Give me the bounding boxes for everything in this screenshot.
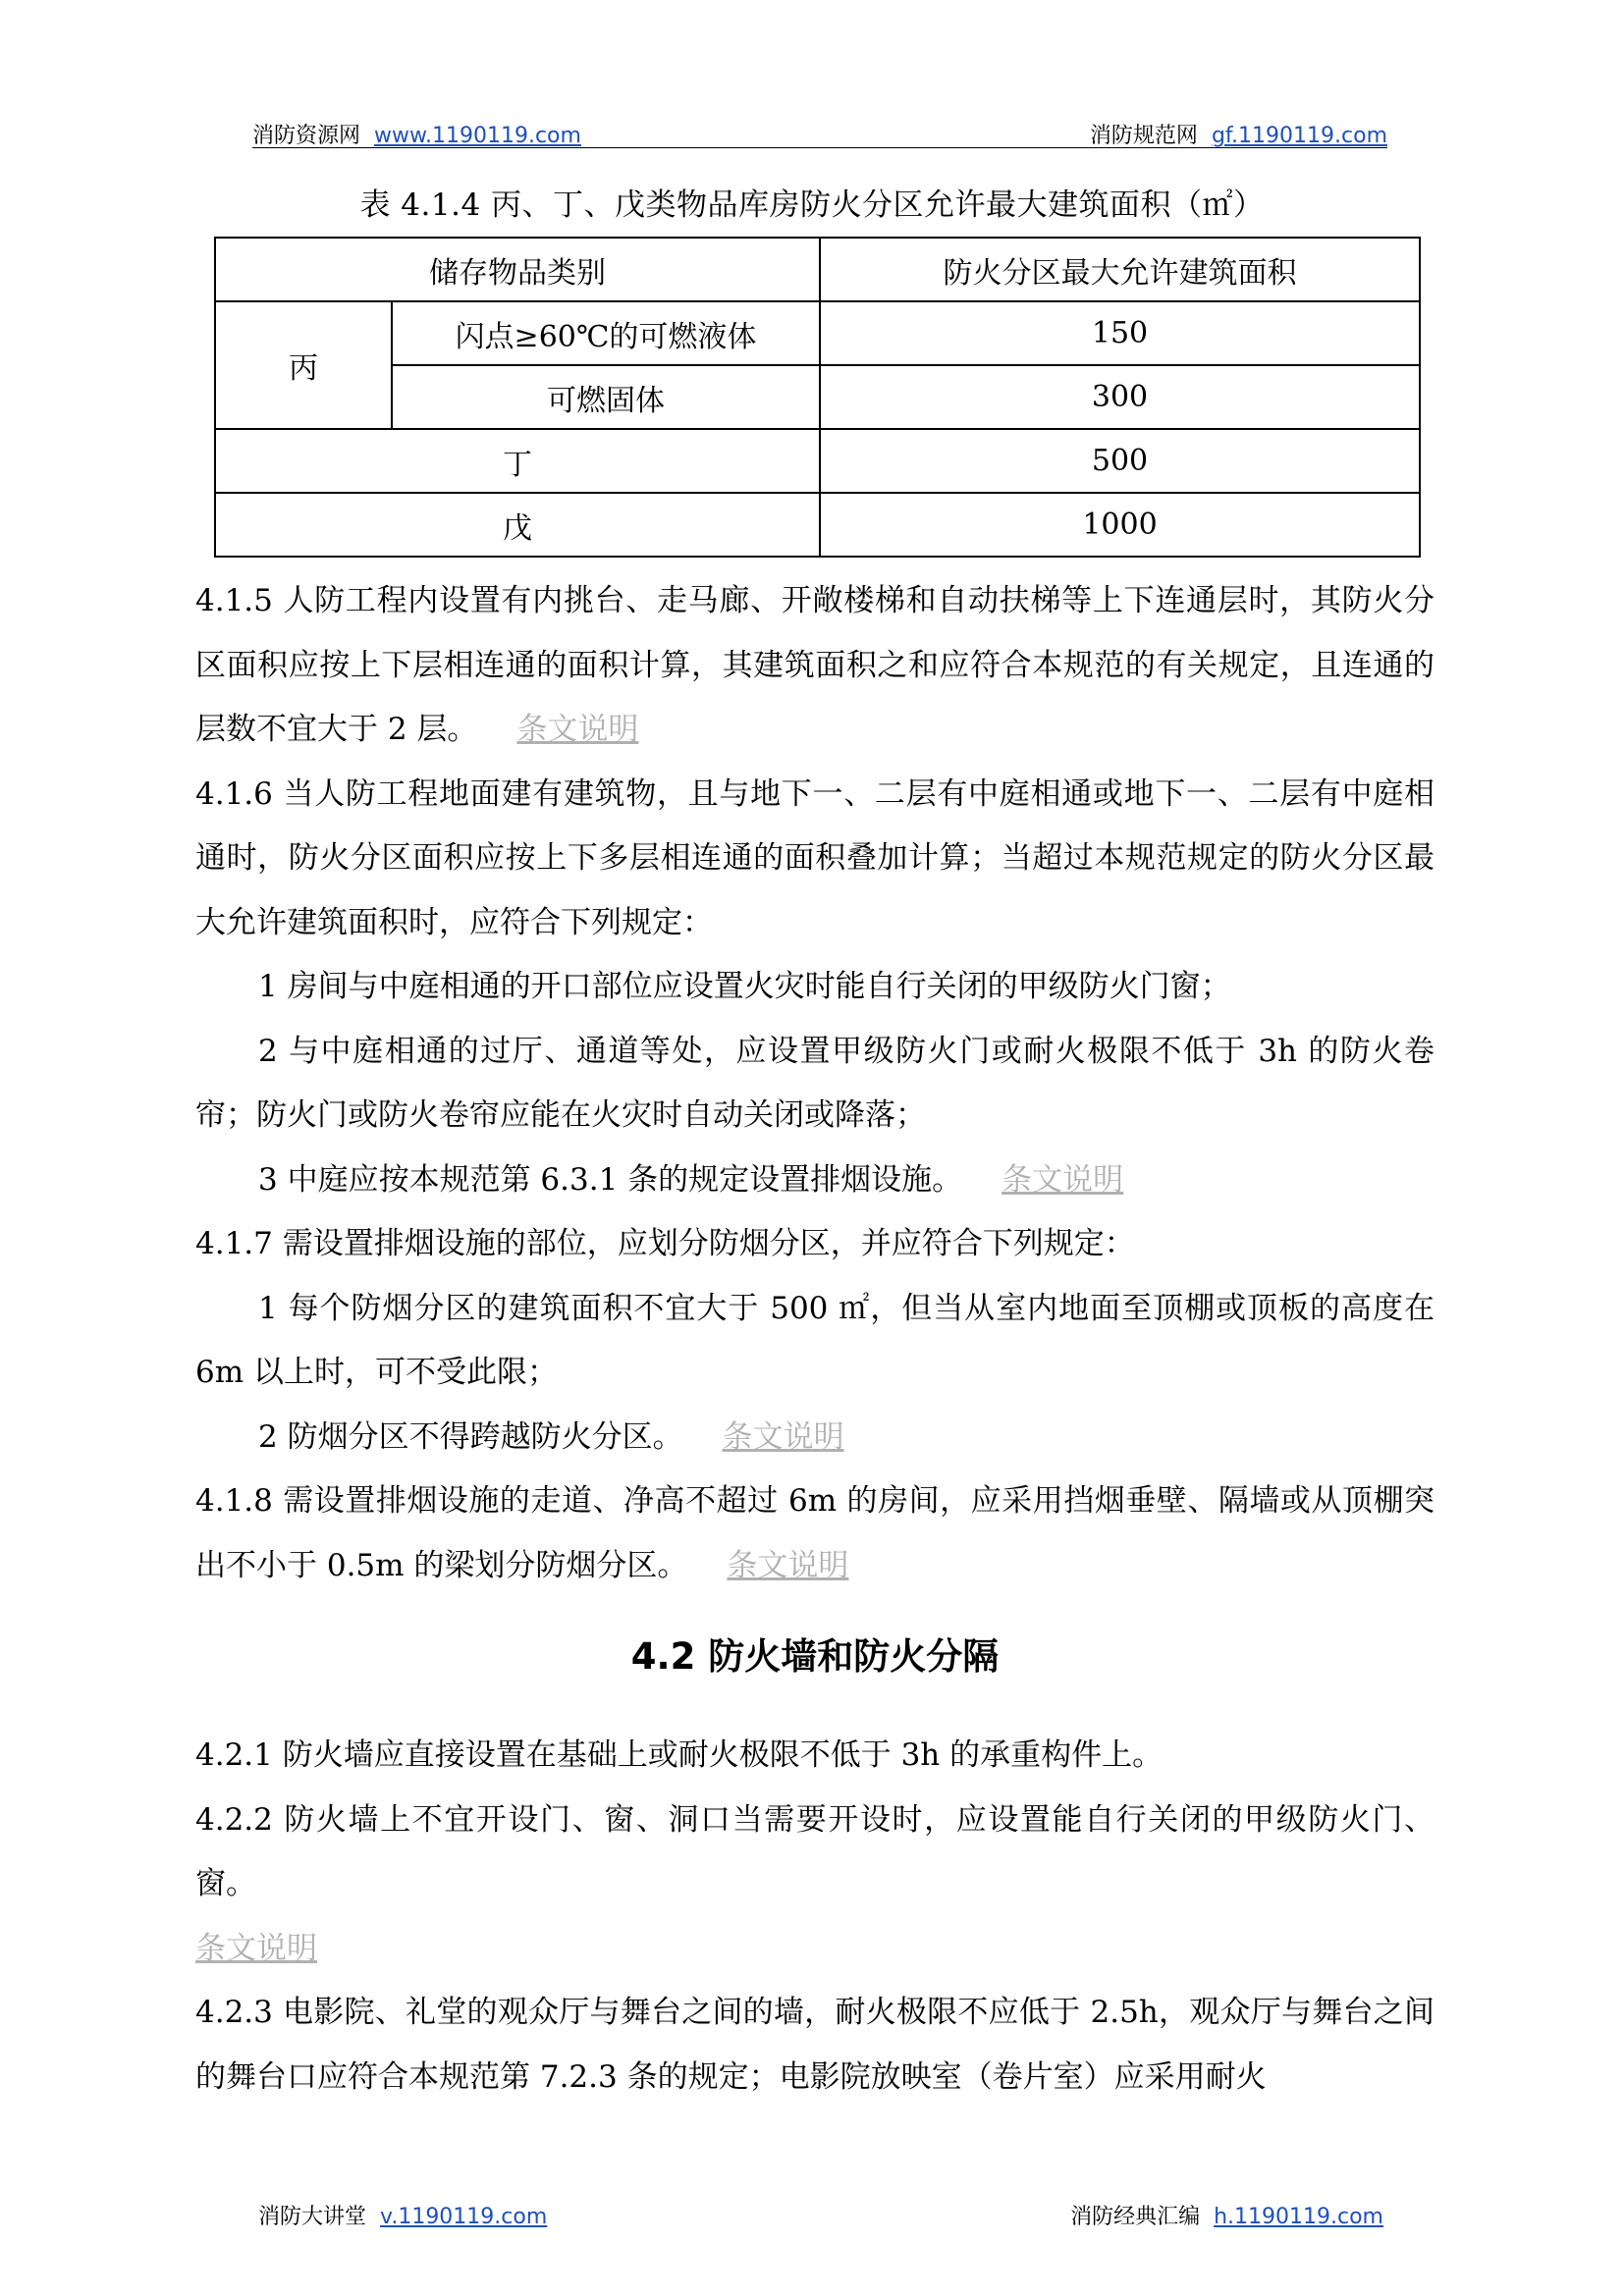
body-text [195, 569, 1435, 2109]
clause-note-link[interactable]: 条文说明 [722, 1418, 844, 1455]
fire-area-table [214, 237, 1421, 558]
clause-4-2-2: 4.2.2 防火墙上不宜开设门、窗、洞口当需要开设时，应设置能自行关闭的甲级防火门、窗。 [195, 1801, 1435, 1901]
table-cell-category: 丁 [215, 429, 820, 493]
footer-left-link[interactable]: v.1190119.com [380, 2205, 548, 2229]
table-cell-group: 丙 [215, 301, 392, 429]
clause-4-2-1: 4.2.1 防火墙应直接设置在基础上或耐火极限不低于 3h 的承重构件上。 [195, 1737, 1164, 1773]
table-cell-category: 闪点≥60℃的可燃液体 [392, 301, 820, 365]
clause-4-2-3: 4.2.3 电影院、礼堂的观众厅与舞台之间的墙，耐火极限不应低于 2.5h，观众厅与舞台之间的舞台口应符合本规范第 7.2.3 条的规定；电影院放映室（卷片室）应采用耐火 [195, 1995, 1435, 2095]
footer-right-label: 消防经典汇编 [1070, 2205, 1201, 2229]
footer-left [258, 2200, 547, 2230]
table-header-category: 储存物品类别 [215, 238, 820, 301]
clause-item: 2 与中庭相通的过厅、通道等处，应设置甲级防火门或耐火极限不低于 3h 的防火卷帘；防火门或防火卷帘应能在火灾时自动关闭或降落； [195, 1033, 1435, 1133]
table-cell-category: 戊 [215, 493, 820, 557]
table-row [215, 429, 1420, 493]
clause-item [195, 1148, 1435, 1213]
footer-right [1070, 2200, 1383, 2230]
header-right-label: 消防规范网 [1089, 124, 1198, 148]
clause-item [195, 1406, 1435, 1470]
clause-note-link[interactable]: 条文说明 [195, 1930, 317, 1966]
table-header-area: 防火分区最大允许建筑面积 [820, 238, 1420, 301]
header-divider [252, 147, 1387, 148]
footer-right-link[interactable]: h.1190119.com [1214, 2205, 1383, 2229]
clause-note-link[interactable]: 条文说明 [1001, 1161, 1124, 1198]
table-caption: 表 4.1.4 丙、丁、戊类物品库房防火分区允许最大建筑面积（㎡） [359, 187, 1265, 223]
clause-text: 4.1.5 人防工程内设置有内挑台、走马廊、开敞楼梯和自动扶梯等上下连通层时，其防火分区面积应按上下层相连通的面积计算，其建筑面积之和应符合本规范的有关规定，且连通的层数不宜大于 2 层。 [195, 583, 1435, 747]
clause-4-1-6: 4.1.6 当人防工程地面建有建筑物，且与地下一、二层有中庭相通或地下一、二层有中庭相通时，防火分区面积应按上下多层相连通的面积叠加计算；当超过本规范规定的防火分区最大允许建筑面积时，应符合下列规定： [195, 775, 1435, 940]
clause-note-row [195, 1917, 1435, 1982]
clause-text: 2 防烟分区不得跨越防火分区。 [258, 1418, 683, 1455]
clause-item: 1 房间与中庭相通的开口部位应设置火灾时能自行关闭的甲级防火门窗； [258, 969, 1231, 1004]
clause-text: 3 中庭应按本规范第 6.3.1 条的规定设置排烟设施。 [258, 1161, 963, 1198]
header-left [252, 119, 581, 149]
table-cell-value: 1000 [820, 493, 1420, 557]
table-header-row [215, 238, 1420, 301]
clause-item: 1 每个防烟分区的建筑面积不宜大于 500 ㎡，但当从室内地面至顶棚或顶板的高度在 6m 以上时，可不受此限； [195, 1290, 1435, 1390]
section-title: 4.2 防火墙和防火分隔 [630, 1635, 1000, 1678]
table-row [215, 493, 1420, 557]
table-row [215, 365, 1420, 429]
table-cell-value: 500 [820, 429, 1420, 493]
header-right-link[interactable]: gf.1190119.com [1211, 124, 1387, 148]
clause-text: 4.1.8 需设置排烟设施的走道、净高不超过 6m 的房间，应采用挡烟垂壁、隔墙或从顶棚突出不小于 0.5m 的梁划分防烟分区。 [195, 1483, 1435, 1583]
table-cell-value: 150 [820, 301, 1420, 365]
clause-4-1-5 [195, 569, 1435, 763]
table-row [215, 301, 1420, 365]
table-cell-category: 可燃固体 [392, 365, 820, 429]
clause-note-link[interactable]: 条文说明 [516, 712, 639, 747]
footer-left-label: 消防大讲堂 [258, 2205, 367, 2229]
header-left-link[interactable]: www.1190119.com [374, 124, 581, 148]
header-left-label: 消防资源网 [252, 124, 361, 148]
header-right [1090, 119, 1387, 149]
clause-note-link[interactable]: 条文说明 [727, 1547, 849, 1583]
clause-4-1-7: 4.1.7 需设置排烟设施的部位，应划分防烟分区，并应符合下列规定： [195, 1226, 1135, 1261]
clause-4-1-8 [195, 1469, 1435, 1598]
table-cell-value: 300 [820, 365, 1420, 429]
